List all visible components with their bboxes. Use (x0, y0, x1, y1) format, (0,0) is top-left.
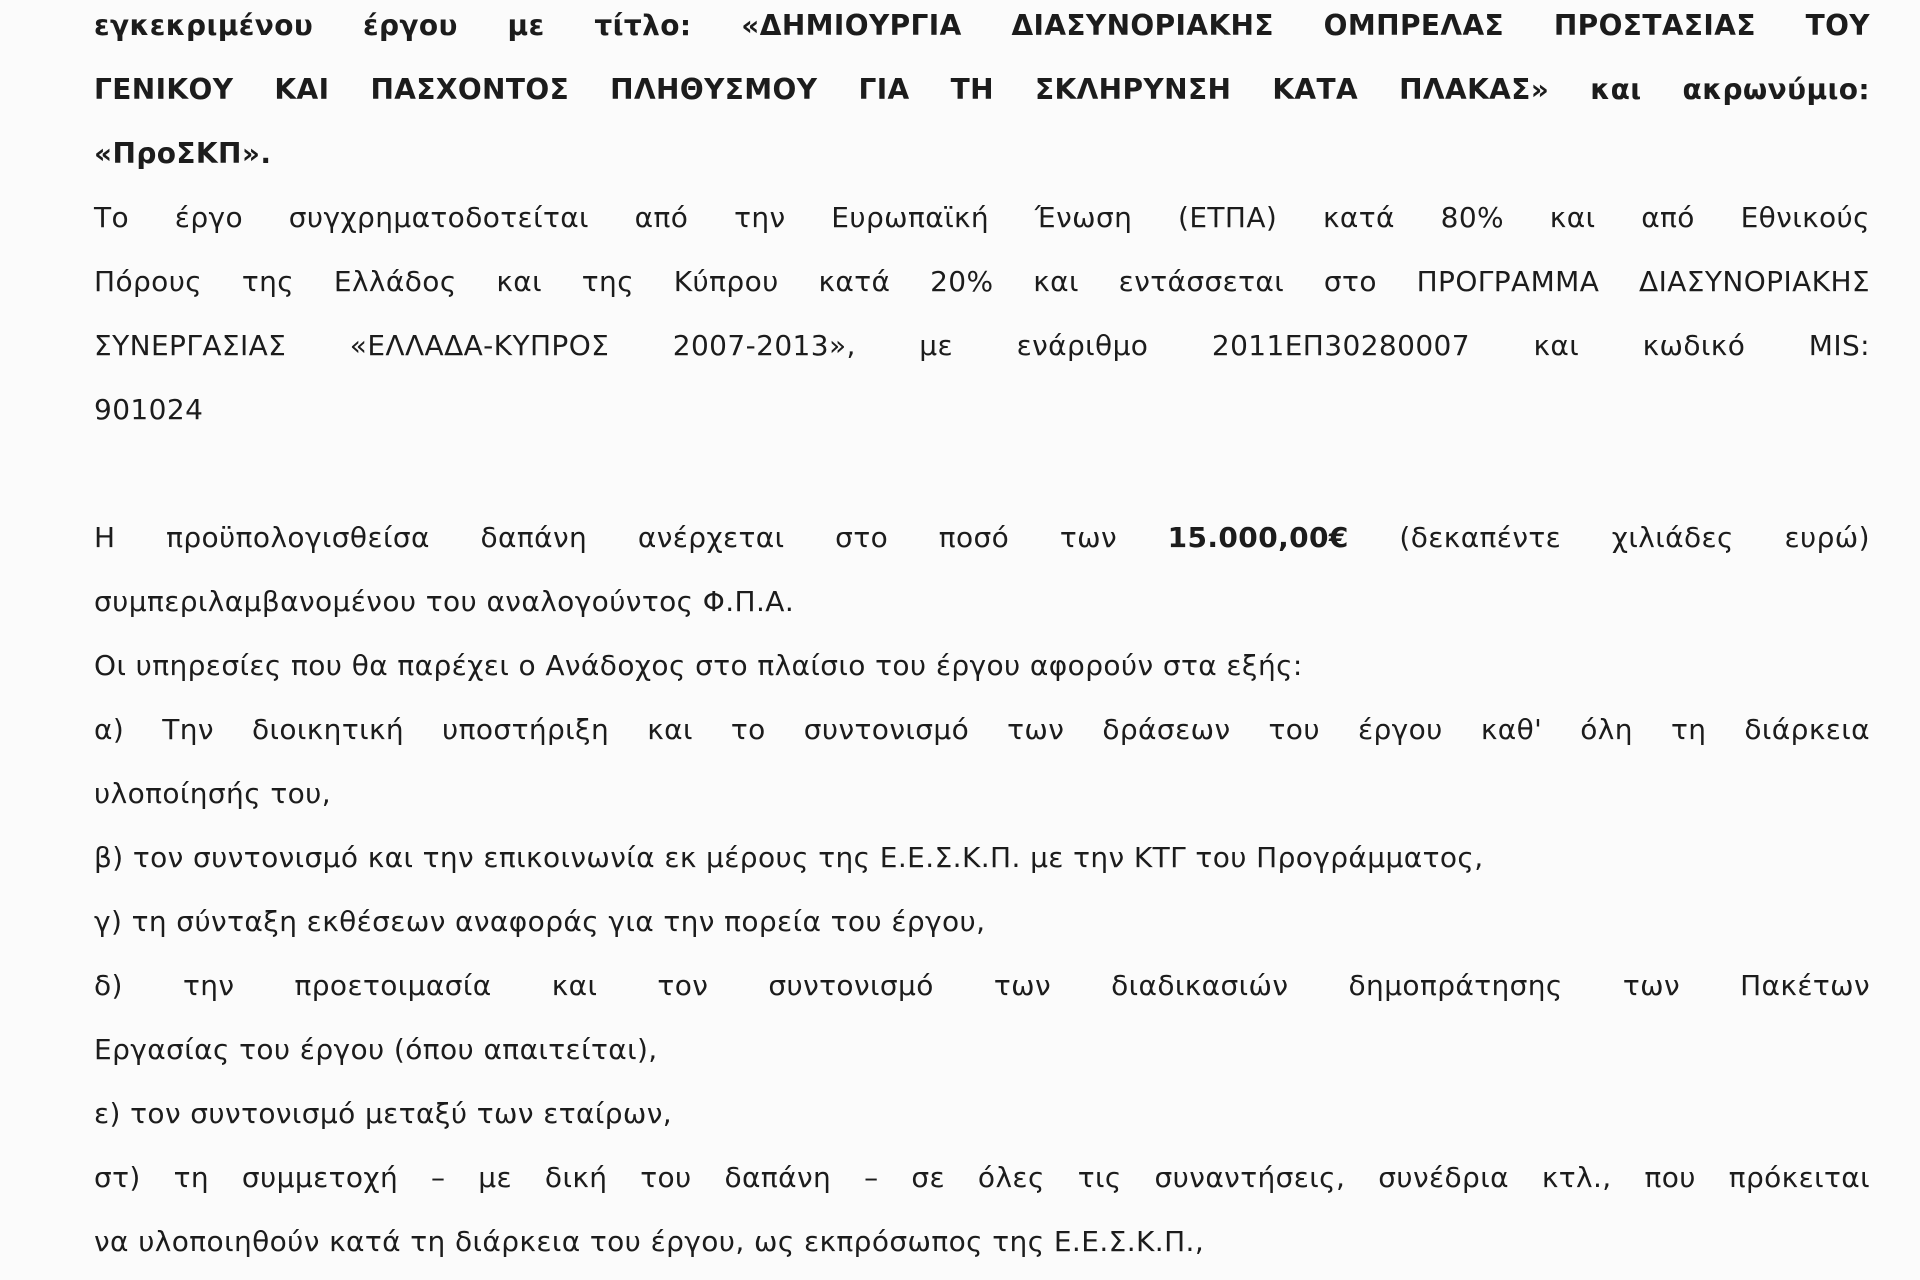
service-item-b: β) τον συντονισμό και την επικοινωνία εκ μέρους της Ε.Ε.Σ.Κ.Π. με την ΚΤΓ του Προγράμματος, (94, 841, 1484, 874)
funding-line-1: Το έργο συγχρηματοδοτείται από την Ευρωπαϊκή Ένωση (ΕΤΠΑ) κατά 80% και από Εθνικούς (94, 201, 1870, 234)
budget-amount: 15.000,00€ (1167, 521, 1349, 554)
service-item-d-line-2: Εργασίας του έργου (όπου απαιτείται), (94, 1033, 658, 1066)
service-item-d-line-1: δ) την προετοιμασία και τον συντονισμό των διαδικασιών δημοπράτησης των Πακέτων (94, 969, 1870, 1002)
project-title-line-2: ΓΕΝΙΚΟΥ ΚΑΙ ΠΑΣΧΟΝΤΟΣ ΠΛΗΘΥΣΜΟΥ ΓΙΑ ΤΗ ΣΚΛΗΡΥΝΣΗ ΚΑΤΑ ΠΛΑΚΑΣ» και ακρωνύμιο: (94, 73, 1870, 106)
funding-line-2: Πόρους της Ελλάδος και της Κύπρου κατά 20% και εντάσσεται στο ΠΡΟΓΡΑΜΜΑ ΔΙΑΣΥΝΟΡΙΑΚΗΣ (94, 265, 1870, 298)
service-item-f-line-2: να υλοποιηθούν κατά τη διάρκεια του έργου, ως εκπρόσωπος της Ε.Ε.Σ.Κ.Π., (94, 1225, 1205, 1258)
service-item-e: ε) τον συντονισμό μεταξύ των εταίρων, (94, 1097, 673, 1130)
project-title-line-1: εγκεκριμένου έργου με τίτλο: «ΔΗΜΙΟΥΡΓΙΑ ΔΙΑΣΥΝΟΡΙΑΚΗΣ ΟΜΠΡΕΛΑΣ ΠΡΟΣΤΑΣΙΑΣ ΤΟΥ (94, 9, 1870, 42)
service-item-f-line-1: στ) τη συμμετοχή – με δική του δαπάνη – σε όλες τις συναντήσεις, συνέδρια κτλ., που πρόκειται (94, 1161, 1870, 1194)
funding-line-4: 901024 (94, 393, 204, 426)
services-intro: Οι υπηρεσίες που θα παρέχει ο Ανάδοχος στο πλαίσιο του έργου αφορούν στα εξής: (94, 649, 1303, 682)
document-page (94, 0, 1870, 1280)
funding-line-3: ΣΥΝΕΡΓΑΣΙΑΣ «ΕΛΛΑΔΑ-ΚΥΠΡΟΣ 2007-2013», με ενάριθμο 2011ΕΠ30280007 και κωδικό MIS: (94, 329, 1870, 362)
project-acronym-line: «ΠροΣΚΠ». (94, 137, 272, 170)
budget-text-pre: Η προϋπολογισθείσα δαπάνη ανέρχεται στο ποσό των (94, 521, 1168, 554)
service-item-a-line-1: α) Την διοικητική υποστήριξη και το συντονισμό των δράσεων του έργου καθ' όλη τη διάρκεια (94, 713, 1870, 746)
service-item-c: γ) τη σύνταξη εκθέσεων αναφοράς για την πορεία του έργου, (94, 905, 986, 938)
budget-line-2: συμπεριλαμβανομένου του αναλογούντος Φ.Π.Α. (94, 585, 795, 618)
service-item-a-line-2: υλοποίησής του, (94, 777, 332, 810)
budget-line-1 (94, 516, 1870, 560)
budget-text-post: (δεκαπέντε χιλιάδες ευρώ) (1348, 521, 1870, 554)
